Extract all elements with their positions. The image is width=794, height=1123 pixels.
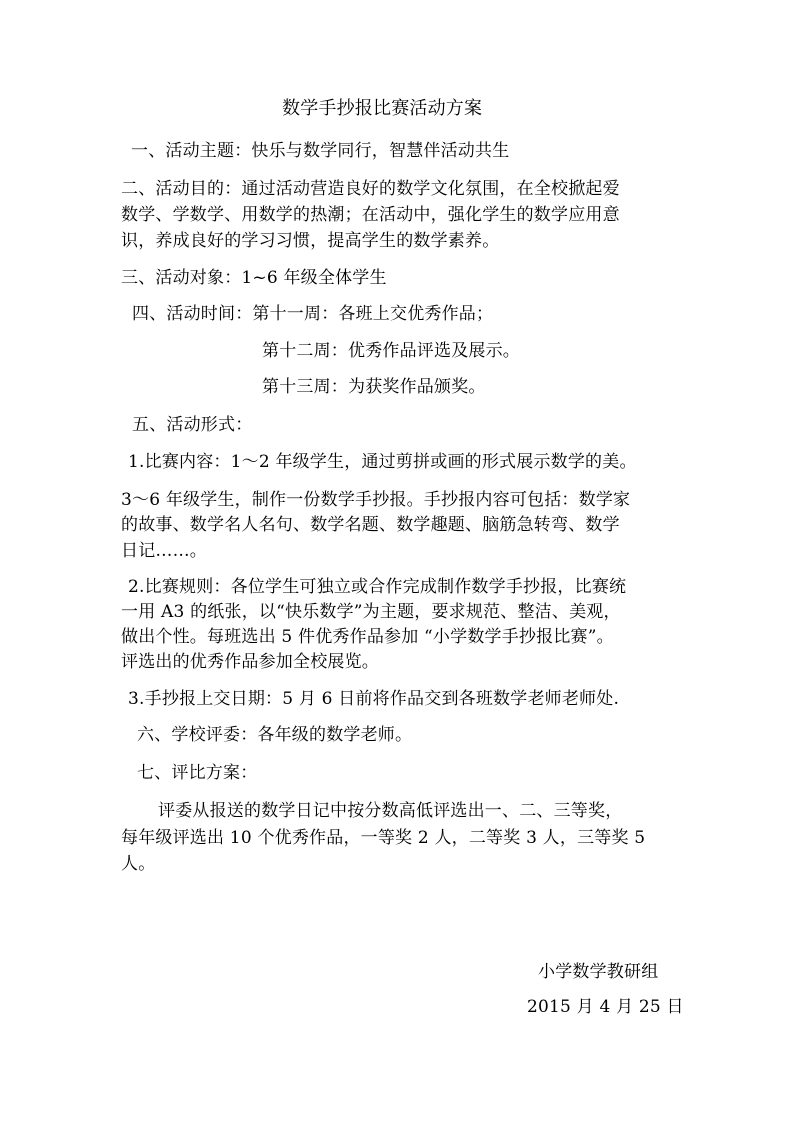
section-form-heading: 五、活动形式： <box>132 415 253 435</box>
time-week-12: 第十二周：优秀作品评选及展示。 <box>262 341 520 361</box>
form-content-line-1: 1.比赛内容：1～2 年级学生，通过剪拼或画的形式展示数学的美。 <box>128 452 637 472</box>
form-content-line-4: 日记……。 <box>121 541 207 561</box>
section-judges: 六、学校评委：各年级的数学老师。 <box>137 725 413 745</box>
section-purpose-line-1: 二、活动目的：通过活动营造良好的数学文化氛围，在全校掀起爱 <box>121 179 620 199</box>
form-rules-line-4: 评选出的优秀作品参加全校展览。 <box>121 652 379 672</box>
section-purpose-line-2: 数学、学数学、用数学的热潮；在活动中，强化学生的数学应用意 <box>121 205 620 225</box>
section-purpose-line-3: 识，养成良好的学习习惯，提高学生的数学素养。 <box>121 231 500 251</box>
evaluation-line-3: 人。 <box>121 854 156 874</box>
form-content-line-2: 3～6 年级学生，制作一份数学手抄报。手抄报内容可包括：数学家 <box>121 490 631 510</box>
form-rules-line-2: 一用 A3 的纸张，以“快乐数学”为主题，要求规范、整洁、美观， <box>121 602 621 622</box>
section-time: 四、活动时间：第十一周：各班上交优秀作品； <box>132 304 494 324</box>
time-week-13: 第十三周：为获奖作品颁奖。 <box>262 377 486 397</box>
section-theme: 一、活动主题：快乐与数学同行，智慧伴活动共生 <box>131 141 510 161</box>
document-title: 数学手抄报比赛活动方案 <box>282 98 483 119</box>
section-evaluation-heading: 七、评比方案： <box>137 763 258 783</box>
section-target: 三、活动对象：1~6 年级全体学生 <box>121 268 387 288</box>
form-content-line-3: 的故事、数学名人名句、数学名题、数学趣题、脑筋急转弯、数学 <box>121 515 620 535</box>
evaluation-line-1: 评委从报送的数学日记中按分数高低评选出一、二、三等奖， <box>158 801 623 821</box>
form-deadline: 3.手抄报上交日期：5 月 6 日前将作品交到各班数学老师老师处. <box>128 689 620 709</box>
signature-organization: 小学数学教研组 <box>538 962 659 982</box>
form-rules-line-1: 2.比赛规则：各位学生可独立或合作完成制作数学手抄报，比赛统 <box>128 577 627 597</box>
signature-date: 2015 月 4 月 25 日 <box>527 997 684 1017</box>
evaluation-line-2: 每年级评选出 10 个优秀作品，一等奖 2 人，二等奖 3 人，三等奖 5 <box>121 828 646 848</box>
form-rules-line-3: 做出个性。每班选出 5 件优秀作品参加 “小学数学手抄报比赛”。 <box>121 627 614 647</box>
